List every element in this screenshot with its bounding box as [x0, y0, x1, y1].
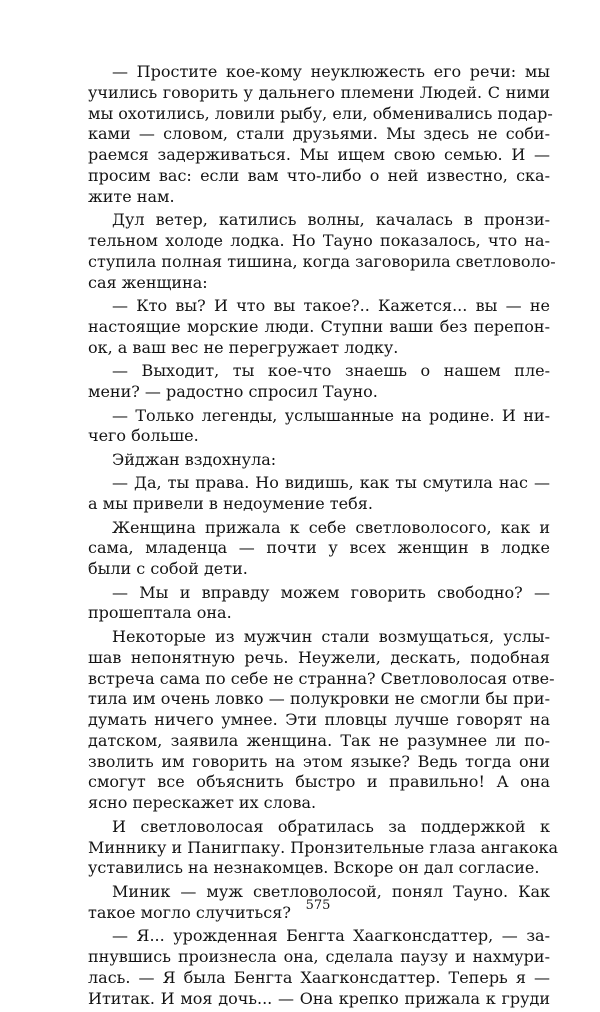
body-text — [88, 62, 559, 1012]
text-line: — Я... урожденная Бенгта Хаагконсдаттер, — за- — [112, 926, 550, 946]
text-line: ок, а ваш вес не перегружает лодку. — [88, 337, 399, 357]
text-line: раемся задерживаться. Мы ищем свою семью. И — — [88, 145, 550, 165]
paragraph — [88, 62, 553, 208]
text-line: зволить им говорить на этом языке? Ведь тогда они — [88, 751, 550, 771]
text-line: Миник — муж светловолосой, понял Тауно. Как — [112, 881, 550, 901]
text-line: тельном холоде лодка. Но Тауно показалось, что на- — [88, 231, 550, 251]
text-line: такое могло случиться? — [88, 902, 291, 922]
text-line: датском, заявила женщина. Так не разумнее ли по- — [88, 730, 550, 750]
text-line: встреча сама по себе не странна? Светловолосая отве- — [88, 668, 555, 688]
paragraph — [88, 361, 550, 403]
text-line: мы охотились, ловили рыбу, ели, обменивались подар- — [88, 103, 553, 123]
paragraph — [88, 296, 550, 358]
text-line: — Кто вы? И что вы такое?.. Кажется... вы — не — [112, 296, 550, 316]
text-line: ясно перескажет их слова. — [88, 793, 317, 813]
text-line: Дул ветер, катились волны, качалась в пронзи- — [112, 210, 550, 230]
text-line: — Простите кое-кому неуклюжесть его речи: мы — [112, 62, 550, 81]
text-line: чего больше. — [88, 426, 199, 446]
text-line: были с собой дети. — [88, 559, 248, 579]
text-line: сая женщина: — [88, 272, 208, 292]
text-line: лась. — Я была Бенгта Хаагконсдаттер. Теперь я — — [88, 967, 550, 987]
text-line: учились говорить у дальнего племени Людей. С ними — [88, 82, 550, 102]
paragraph — [88, 450, 550, 471]
text-line: ступила полная тишина, когда заговорила светловоло- — [88, 251, 556, 271]
text-line: Женщина прижала к себе светловолосого, как и — [112, 517, 550, 537]
text-line: а мы привели в недоумение тебя. — [88, 494, 373, 514]
text-line: — Только легенды, услышанные на родине. И ни- — [112, 405, 550, 425]
text-line: просим вас: если вам что-либо о ней известно, ска- — [88, 165, 550, 185]
paragraph — [88, 473, 550, 515]
text-line: уставились на незнакомцев. Вскоре он дал согласие. — [88, 858, 540, 878]
paragraph — [88, 210, 556, 293]
text-line: сама, младенца — почти у всех женщин в лодке — [88, 538, 550, 558]
text-line: Некоторые из мужчин стали возмущаться, услы- — [112, 626, 550, 646]
text-line: думать ничего умнее. Эти пловцы лучше говорят на — [88, 710, 550, 730]
text-line: — Выходит, ты кое-что знаешь о нашем пле- — [112, 361, 550, 381]
paragraph — [88, 626, 555, 814]
page-number: 575 — [305, 898, 331, 913]
text-line: Ититак. И моя дочь... — Она крепко прижала к груди — [88, 988, 550, 1008]
text-line: И светловолосая обратилась за поддержкой к — [112, 816, 550, 836]
text-line: Эйджан вздохнула: — [112, 449, 277, 469]
paragraph — [88, 816, 559, 879]
text-line: смогут все объяснить быстро и правильно! А она — [88, 772, 550, 792]
paragraph — [88, 926, 550, 1009]
paragraph — [88, 583, 550, 625]
text-line: ками — словом, стали друзьями. Мы здесь не соби- — [88, 124, 550, 144]
text-line: жите нам. — [88, 186, 175, 206]
text-line: Миннику и Панигпаку. Пронзительные глаза ангакока — [88, 837, 559, 857]
paragraph — [88, 406, 550, 448]
paragraph — [88, 518, 550, 580]
text-line: — Да, ты права. Но видишь, как ты смутила нас — — [112, 473, 550, 493]
text-line: — Мы и вправду можем говорить свободно? — — [112, 582, 550, 602]
text-line: шав непонятную речь. Неужели, дескать, подобная — [88, 647, 550, 667]
text-line: прошептала она. — [88, 603, 232, 623]
text-line: тила им очень ловко — полукровки не смогли бы при- — [88, 689, 550, 709]
text-line: мени? — радостно спросил Тауно. — [88, 382, 378, 402]
text-line: пнувшись произнесла она, сделала паузу и нахмури- — [88, 946, 550, 966]
text-line: настоящие морские люди. Ступни ваши без перепон- — [88, 316, 550, 336]
